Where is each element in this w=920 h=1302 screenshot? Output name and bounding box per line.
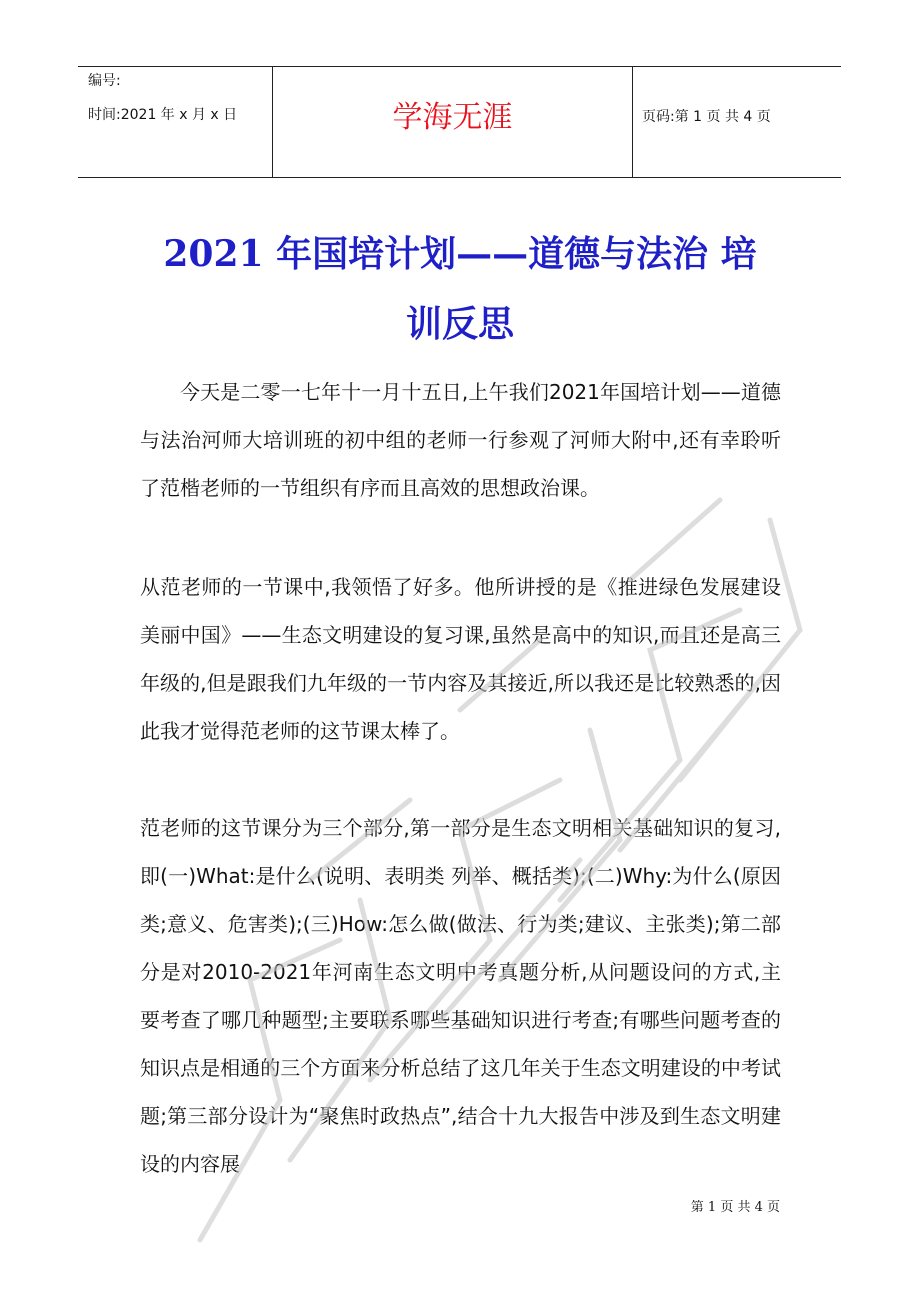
document-date-label: 时间:2021 年 x 月 x 日 xyxy=(88,107,238,123)
header-top-rule xyxy=(78,66,841,67)
document-title-line2: 训反思 xyxy=(405,303,514,345)
footer-page-number: 第 1 页 共 4 页 xyxy=(690,1200,780,1215)
header-bottom-rule xyxy=(78,177,841,178)
document-title-line1: 2021 年国培计划——道德与法治 培 xyxy=(163,233,757,275)
header-page-label: 页码:第 1 页 共 4 页 xyxy=(642,109,771,125)
paragraph-2: 从范老师的一节课中,我领悟了好多。他所讲授的是《推进绿色发展建设美丽中国》——生态文明建设的复习课,虽然是高中的知识,而且还是高三年级的,但是跟我们九年级的一节内容及其接近,所以我还是比较熟悉的,因此我才觉得范老师的这节课太棒了。 xyxy=(140,575,781,743)
header-divider-right xyxy=(632,66,633,178)
paragraph-1: 今天是二零一七年十一月十五日,上午我们2021年国培计划——道德与法治河师大培训班的初中组的老师一行参观了河师大附中,还有幸聆听了范楷老师的一节组织有序而且高效的思想政治课。 xyxy=(140,380,781,500)
header-motto: 学海无涯 xyxy=(392,100,513,135)
document-number-label: 编号: xyxy=(88,73,121,89)
paragraph-3: 范老师的这节课分为三个部分,第一部分是生态文明相关基础知识的复习,即(一)What:是什么(说明、表明类 列举、概括类);(二)Why:为什么(原因类;意义、危害类);(三)How:怎么做(做法、行为类;建议、主张类);第二部分是对2010-2021年河南生态文明中考真题分析,从问题设问的方式,主要考查了哪几种题型;主要联系哪些基础知识进行考查;有哪些问题考查的知识点是相通的三个方面来分析总结了这几年关于生态文明建设的中考试题;第三部分设计为“聚焦时政热点”,结合十九大报告中涉及到生态文明建设的内容展 xyxy=(140,816,781,1176)
